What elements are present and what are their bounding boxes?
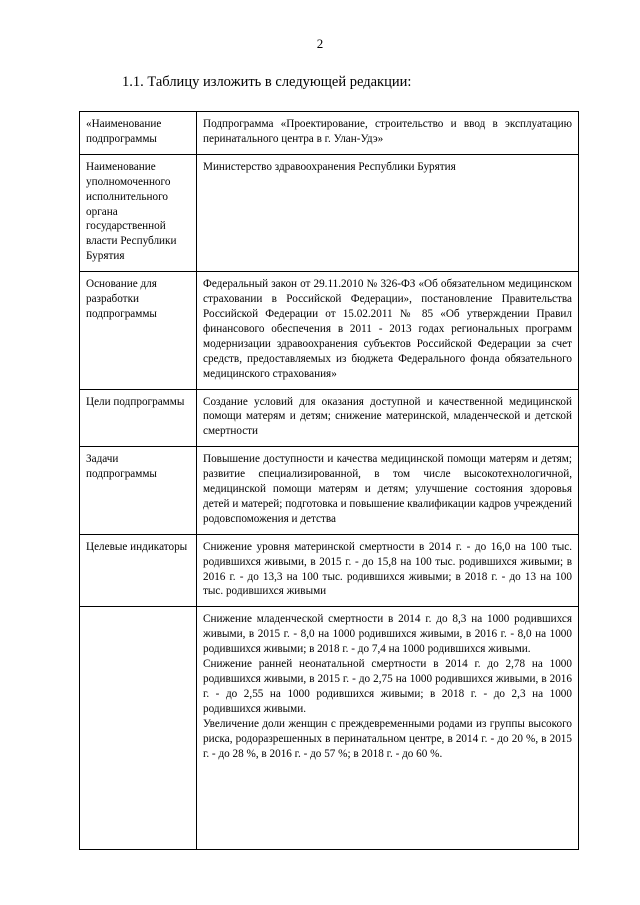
row-content [197, 534, 579, 607]
row-content [197, 607, 579, 850]
page-number: 2 [316, 36, 324, 51]
table-row-authority [80, 154, 579, 271]
table-row-indicators [80, 534, 579, 607]
content-paragraph: Снижение ранней неонатальной смертности в 2014 г. до 2,78 на 1000 родившихся живыми, в 2015 г. - до 2,75 на 1000 родившихся живыми, в 2016 г. - до 2,55 на 1000 родившихся живыми; в 2018 г. - до 2,3 на 1000 родившихся живыми. [203, 658, 572, 715]
row-content [197, 154, 579, 271]
row-label: «Наименование подпрограммы [80, 112, 197, 155]
content-paragraph: Увеличение доли женщин с преждевременными родами из группы высокого риска, родоразрешенных в перинатальном центре, в 2014 г. - до 20 %, в 2015 г. - до 28 %, в 2016 г. - до 57 %; в 2018 г. - до 60 %. [203, 717, 572, 760]
row-label: Целевые индикаторы [80, 534, 197, 607]
content-paragraph: Повышение доступности и качества медицинской помощи матерям и детям; развитие специализированной, в том числе высокотехнологичной, медицинской помощи матерям и детям; улучшение состояния здоровья детей и матерей; подготовка и повышение квалификации кадров учреждений родовспоможения и детства [203, 453, 572, 525]
row-label: Цели подпрограммы [80, 389, 197, 447]
content-paragraph: Снижение младенческой смертности в 2014 г. до 8,3 на 1000 родившихся живыми, в 2015 г. - 8,0 на 1000 родившихся живыми, в 2016 г. - 8,0 на 1000 родившихся живыми; в 2018 г. - до 7,4 на 1000 родившихся живыми. [203, 613, 572, 656]
table-row-name [80, 112, 579, 155]
content-paragraph: Снижение уровня материнской смертности в 2014 г. - до 16,0 на 100 тыс. родившихся живыми, в 2015 г. - до 15,8 на 100 тыс. родившихся живыми; в 2016 г. - до 13,3 на 100 тыс. родившихся живыми; в 2018 г. - до 13 на 100 тыс. родившихся живыми [203, 540, 572, 598]
content-paragraph: Федеральный закон от 29.11.2010 № 326-ФЗ «Об обязательном медицинском страховании в Российской Федерации», постановление Правительства Российской Федерации от 15.02.2011 № 85 «Об утверждении Правил финансового обеспечения в 2011 - 2013 годах региональных программ модернизации здравоохранения субъектов Российской Федерации за счет средств, предоставляемых из бюджета Федерального фонда обязательного медицинского страхования» [203, 278, 572, 380]
table-row-goals [80, 389, 579, 447]
content-paragraph: Подпрограмма «Проектирование, строительство и ввод в эксплуатацию перинатального центра в г. Улан-Удэ» [203, 118, 572, 145]
section-heading: 1.1. Таблицу изложить в следующей редакции: [122, 74, 412, 90]
subprogram-passport-table [79, 111, 579, 850]
row-content [197, 389, 579, 447]
row-content [197, 447, 579, 535]
table-row-basis [80, 272, 579, 389]
row-label: Наименование уполномоченного исполнительного органа государственной власти Республики Бурятия [80, 154, 197, 271]
content-paragraph: Создание условий для оказания доступной и качественной медицинской помощи матерям и детям; снижение материнской, младенческой и детской смертности [203, 395, 572, 438]
table-row-tasks [80, 447, 579, 535]
row-label-empty [80, 607, 197, 850]
row-label: Задачи подпрограммы [80, 447, 197, 535]
row-content [197, 272, 579, 389]
content-paragraph: Министерство здравоохранения Республики Бурятия [203, 160, 456, 173]
row-content [197, 112, 579, 155]
table-row-indicators-continued [80, 607, 579, 850]
row-label: Основание для разработки подпрограммы [80, 272, 197, 389]
